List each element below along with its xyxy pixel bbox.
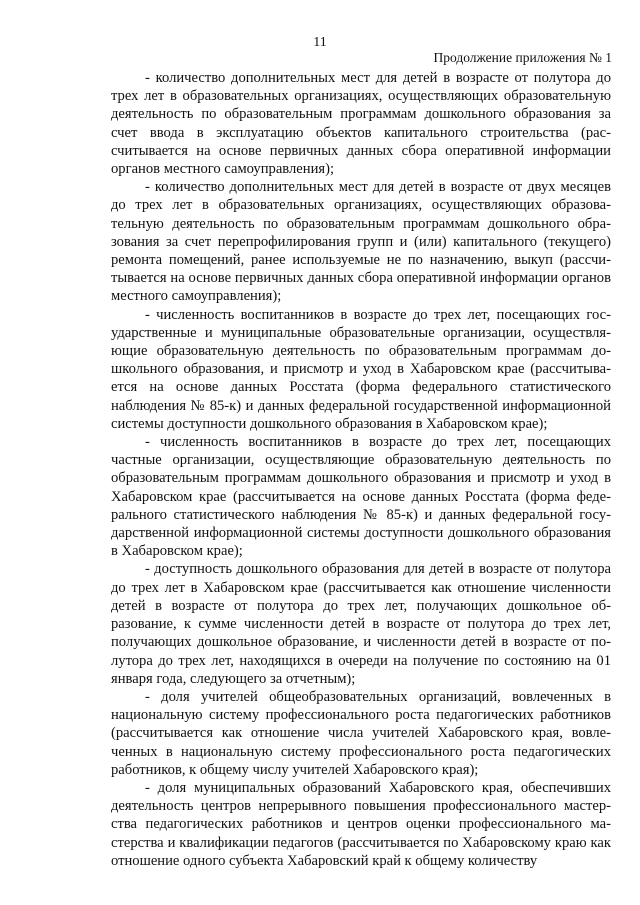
paragraph-municipalities-share: - доля муниципальных образований Хабаровского края, обеспечивших деятельность центров непрерывного повышения профессионального мастерства педагогических работников и центров оценки профессионального мастерства и квалификации педагогов (рассчитывается по Хабаровскому краю как отношение одного субъекта Хабаровский край к общему количеству [111, 779, 611, 869]
page-number: 11 [313, 35, 327, 50]
paragraph-additional-places-reprofiling: - количество дополнительных мест для детей в возрасте от двух месяцев до трех лет в образовательных организациях, осуществляющих образовательную деятельность по образовательным программам дошкольного образования за счет перепрофилирования групп и (или) капитального (текущего) ремонта помещений, ранее используемые не по назначению, выкуп (рассчитывается на основе первичных данных сбора оперативной информации органов местного самоуправления); [111, 179, 611, 305]
paragraph-teachers-share: - доля учителей общеобразовательных организаций, вовлеченных в национальную систему профессионального роста педагогических работников (рассчитывается как отношение числа учителей Хабаровского края, вовлеченных в национальную систему профессионального роста педагогических работников, к общему числу учителей Хабаровского края); [111, 688, 611, 778]
paragraph-additional-places-construction: - количество дополнительных мест для детей в возрасте от полутора до трех лет в образовательных организациях, осуществляющих образовательную деятельность по образовательным программам дошкольного образования за счет ввода в эксплуатацию объектов капитального строительства (рассчитывается на основе первичных данных сбора оперативной информации органов местного самоуправления); [111, 70, 611, 178]
paragraph-pupils-public-organizations: - численность воспитанников в возрасте до трех лет, посещающих государственные и муниципальные образовательные организации, осуществляющие образовательную деятельность по образовательным программам дошкольного образования, и присмотр и уход в Хабаровском крае (рассчитывается на основе данных Росстата (форма федерального статистического наблюдения № 85-к) и данных федеральной государственной информационной системы доступности дошкольного образования в Хабаровском крае); [111, 306, 611, 432]
paragraph-preschool-accessibility: - доступность дошкольного образования для детей в возрасте от полутора до трех лет в Хабаровском крае (рассчитывается как отношение численности детей в возрасте от полутора до трех лет, получающих дошкольное образование, к сумме численности детей в возрасте от полутора до трех лет, получающих дошкольное образование, и численности детей в возрасте от полутора до трех лет, находящихся в очереди на получение по состоянию на 01 января года, следующего за отчетным); [111, 561, 611, 687]
document-body [111, 69, 611, 870]
running-header: Продолжение приложения № 1 [433, 50, 612, 65]
paragraph-pupils-private-organizations: - численность воспитанников в возрасте до трех лет, посещающих частные организации, осуществляющие образовательную деятельность по образовательным программам дошкольного образования и присмотр и уход в Хабаровском крае (рассчитывается на основе данных Росстата (форма федерального статистического наблюдения № 85-к) и данных федеральной государственной информационной системы доступности дошкольного образования в Хабаровском крае); [111, 434, 611, 560]
